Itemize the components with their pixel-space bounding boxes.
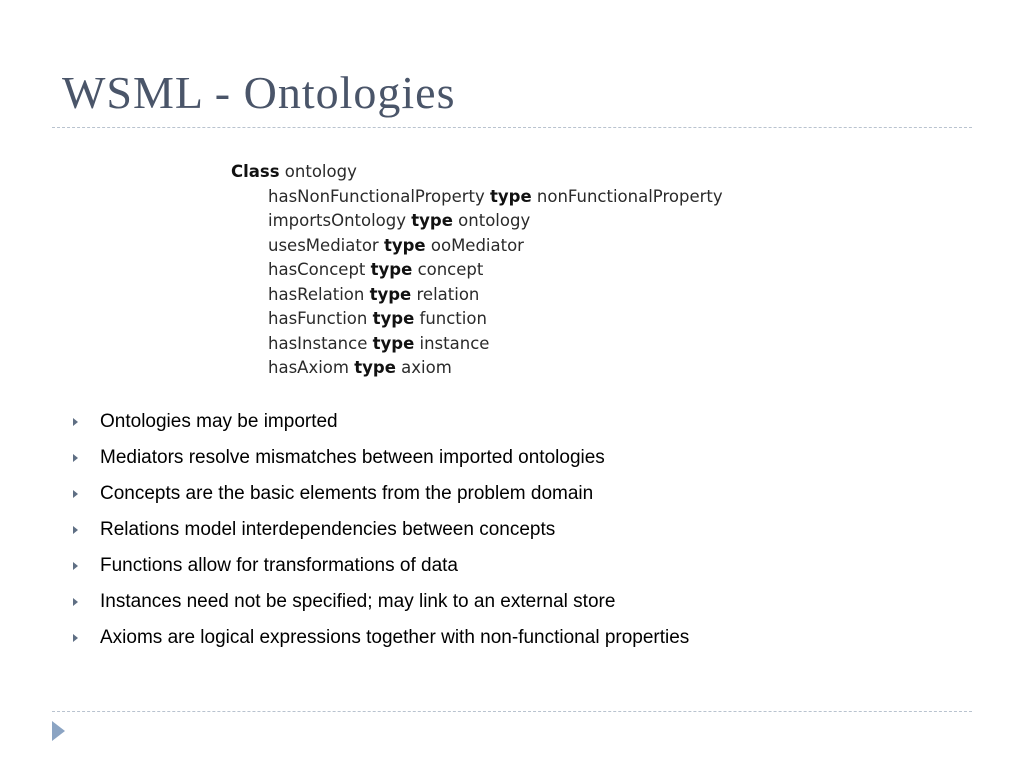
attribute-type: nonFunctionalProperty <box>536 186 723 206</box>
slide-title: WSML - Ontologies <box>62 67 456 118</box>
attribute-line <box>231 307 723 332</box>
triangle-right-icon <box>73 598 78 606</box>
attribute-type: ooMediator <box>430 235 524 255</box>
bullet-text: Axioms are logical expressions together with non-functional properties <box>100 627 690 648</box>
attribute-name: importsOntology <box>268 211 407 230</box>
next-slide-arrow-icon[interactable] <box>52 721 65 741</box>
type-keyword: type <box>411 211 453 230</box>
class-definition <box>231 160 723 381</box>
triangle-right-icon <box>73 562 78 570</box>
list-item <box>70 584 689 620</box>
type-keyword: type <box>354 358 396 377</box>
bullet-text: Mediators resolve mismatches between imported ontologies <box>100 447 605 468</box>
attribute-name: hasAxiom <box>268 358 349 377</box>
attribute-line <box>231 356 723 381</box>
class-keyword: Class <box>231 162 280 181</box>
attribute-name: usesMediator <box>268 235 379 255</box>
attribute-name: hasFunction <box>268 309 368 328</box>
attribute-line <box>231 209 723 234</box>
list-item <box>70 476 689 512</box>
list-item <box>70 548 689 584</box>
attribute-line <box>231 185 723 210</box>
type-keyword: type <box>370 260 413 279</box>
attribute-type: axiom <box>401 358 452 377</box>
type-keyword: type <box>372 333 415 353</box>
triangle-right-icon <box>73 454 78 462</box>
class-name: ontology <box>284 162 357 181</box>
attribute-line <box>231 332 723 357</box>
bullet-text: Functions allow for transformations of data <box>100 555 459 576</box>
list-item <box>70 512 689 548</box>
attribute-type: ontology <box>458 211 531 230</box>
triangle-right-icon <box>73 634 78 642</box>
type-keyword: type <box>369 284 412 304</box>
triangle-right-icon <box>73 526 78 534</box>
attribute-line <box>231 234 723 259</box>
bullet-list <box>70 404 689 656</box>
bullet-text: Ontologies may be imported <box>100 411 338 432</box>
attribute-type: instance <box>419 333 490 353</box>
attribute-name: hasConcept <box>268 260 366 279</box>
footer-divider <box>52 711 972 712</box>
list-item <box>70 404 689 440</box>
attribute-name: hasRelation <box>268 284 365 304</box>
bullet-text: Concepts are the basic elements from the problem domain <box>100 483 594 504</box>
attribute-line <box>231 258 723 283</box>
type-keyword: type <box>372 309 415 328</box>
list-item <box>70 620 689 656</box>
attribute-type: relation <box>416 284 480 304</box>
attribute-line <box>231 283 723 308</box>
type-keyword: type <box>490 186 532 206</box>
triangle-right-icon <box>73 418 78 426</box>
bullet-text: Relations model interdependencies between concepts <box>100 519 556 540</box>
title-divider <box>52 127 972 128</box>
triangle-right-icon <box>73 490 78 498</box>
attribute-name: hasInstance <box>268 333 368 353</box>
attribute-type: concept <box>417 260 484 279</box>
class-header-line <box>231 160 723 185</box>
attribute-name: hasNonFunctionalProperty <box>268 186 485 206</box>
attribute-type: function <box>419 309 487 328</box>
bullet-text: Instances need not be specified; may link to an external store <box>100 591 616 612</box>
type-keyword: type <box>383 235 426 255</box>
list-item <box>70 440 689 476</box>
